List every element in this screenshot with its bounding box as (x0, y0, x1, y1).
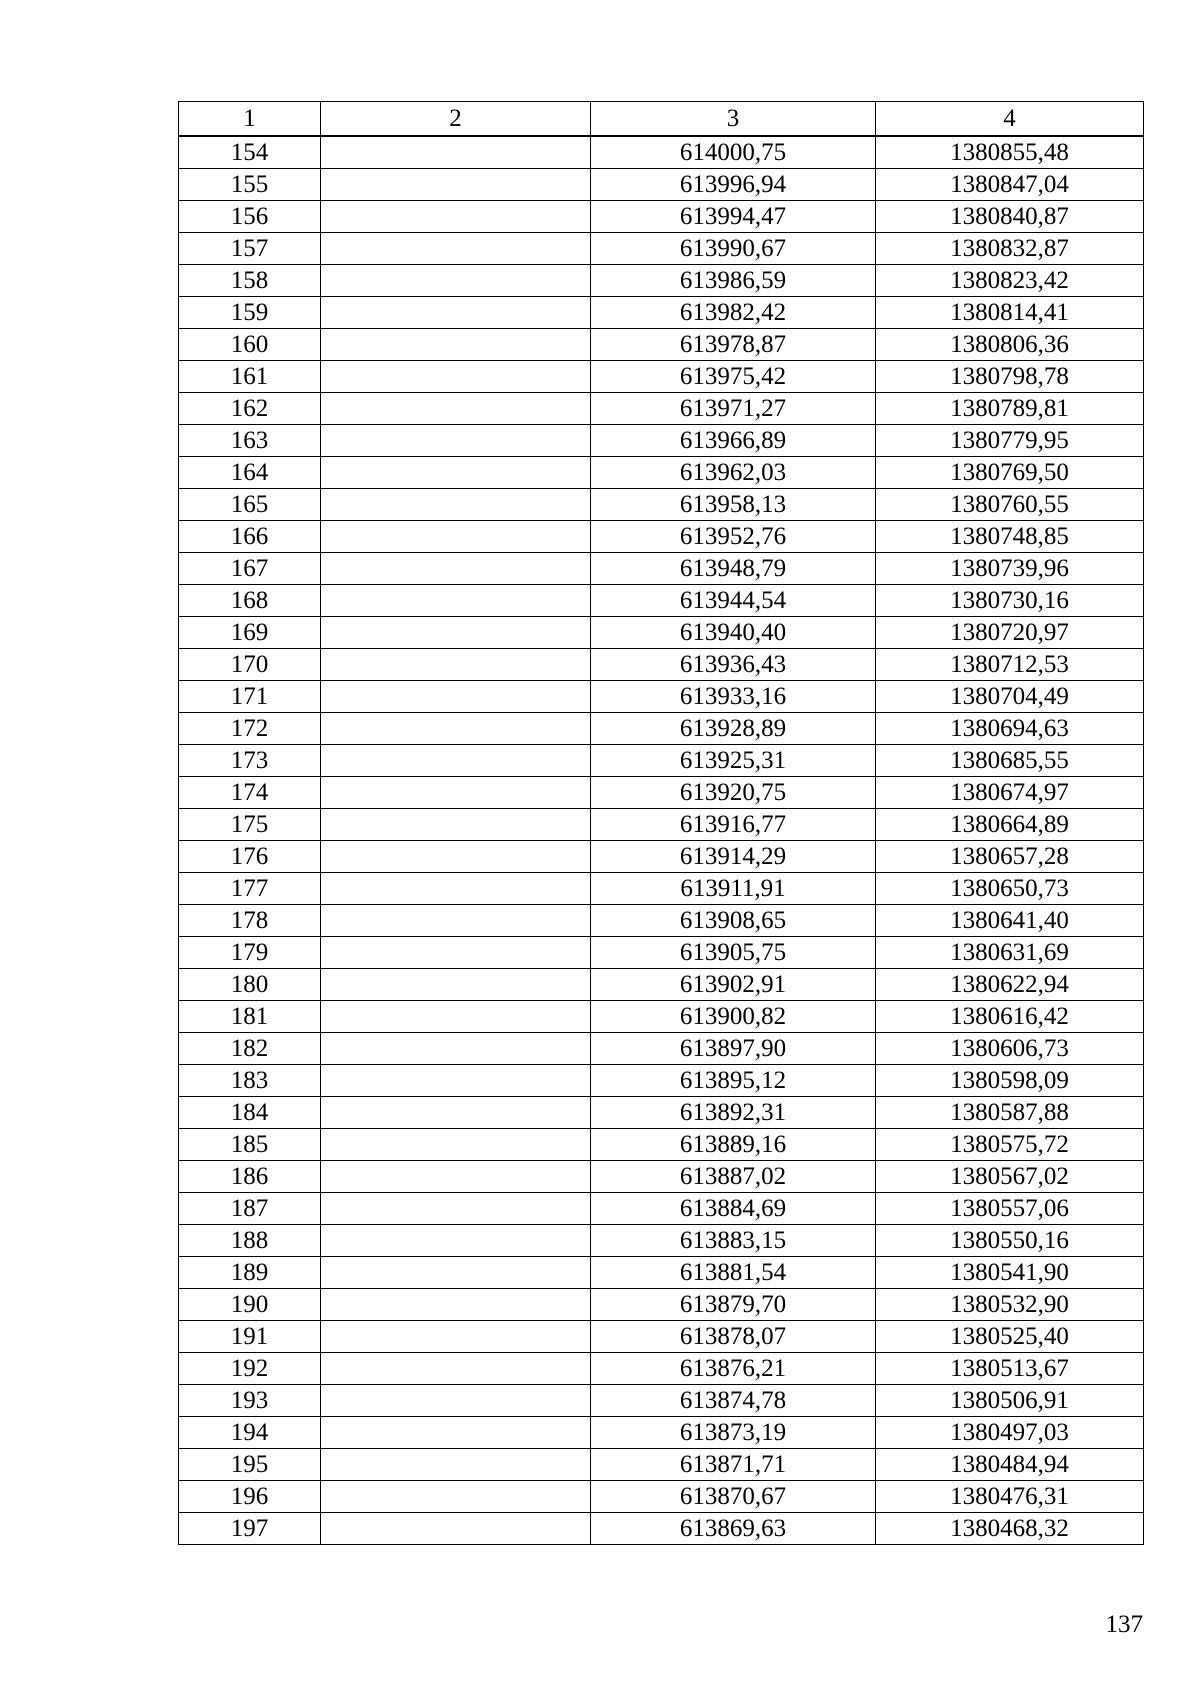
point-number-cell: 155 (179, 169, 321, 201)
table-row (179, 521, 1144, 553)
table-body (179, 102, 1144, 1545)
y-coordinate-cell: 1380789,81 (876, 393, 1144, 425)
coordinates-table (178, 101, 1144, 1545)
point-number-cell: 170 (179, 649, 321, 681)
table-row (179, 1353, 1144, 1385)
x-coordinate-cell: 613975,42 (591, 361, 876, 393)
table-row (179, 553, 1144, 585)
x-coordinate-cell: 613948,79 (591, 553, 876, 585)
y-coordinate-cell: 1380806,36 (876, 329, 1144, 361)
point-number-cell: 154 (179, 136, 321, 169)
description-cell (321, 136, 591, 169)
description-cell (321, 1065, 591, 1097)
y-coordinate-cell: 1380497,03 (876, 1417, 1144, 1449)
description-cell (321, 553, 591, 585)
x-coordinate-cell: 614000,75 (591, 136, 876, 169)
table-row (179, 937, 1144, 969)
point-number-cell: 161 (179, 361, 321, 393)
table-row (179, 1129, 1144, 1161)
description-cell (321, 329, 591, 361)
y-coordinate-cell: 1380840,87 (876, 201, 1144, 233)
y-coordinate-cell: 1380823,42 (876, 265, 1144, 297)
y-coordinate-cell: 1380468,32 (876, 1513, 1144, 1545)
description-cell (321, 1321, 591, 1353)
table-row (179, 201, 1144, 233)
point-number-cell: 164 (179, 457, 321, 489)
y-coordinate-cell: 1380532,90 (876, 1289, 1144, 1321)
table-row (179, 1417, 1144, 1449)
table-row (179, 649, 1144, 681)
y-coordinate-cell: 1380832,87 (876, 233, 1144, 265)
point-number-cell: 192 (179, 1353, 321, 1385)
description-cell (321, 1193, 591, 1225)
table-row (179, 297, 1144, 329)
point-number-cell: 180 (179, 969, 321, 1001)
y-coordinate-cell: 1380748,85 (876, 521, 1144, 553)
header-cell-3: 3 (591, 102, 876, 137)
table-row (179, 1321, 1144, 1353)
point-number-cell: 189 (179, 1257, 321, 1289)
description-cell (321, 1289, 591, 1321)
x-coordinate-cell: 613908,65 (591, 905, 876, 937)
point-number-cell: 177 (179, 873, 321, 905)
description-cell (321, 1257, 591, 1289)
description-cell (321, 969, 591, 1001)
y-coordinate-cell: 1380484,94 (876, 1449, 1144, 1481)
point-number-cell: 191 (179, 1321, 321, 1353)
point-number-cell: 174 (179, 777, 321, 809)
table-row (179, 873, 1144, 905)
table-row (179, 905, 1144, 937)
y-coordinate-cell: 1380674,97 (876, 777, 1144, 809)
point-number-cell: 179 (179, 937, 321, 969)
y-coordinate-cell: 1380779,95 (876, 425, 1144, 457)
point-number-cell: 181 (179, 1001, 321, 1033)
x-coordinate-cell: 613936,43 (591, 649, 876, 681)
description-cell (321, 169, 591, 201)
description-cell (321, 457, 591, 489)
description-cell (321, 297, 591, 329)
point-number-cell: 175 (179, 809, 321, 841)
point-number-cell: 165 (179, 489, 321, 521)
table-row (179, 809, 1144, 841)
y-coordinate-cell: 1380814,41 (876, 297, 1144, 329)
point-number-cell: 193 (179, 1385, 321, 1417)
y-coordinate-cell: 1380541,90 (876, 1257, 1144, 1289)
table-row (179, 265, 1144, 297)
x-coordinate-cell: 613911,91 (591, 873, 876, 905)
table-row (179, 1065, 1144, 1097)
x-coordinate-cell: 613873,19 (591, 1417, 876, 1449)
table-row (179, 585, 1144, 617)
x-coordinate-cell: 613870,67 (591, 1481, 876, 1513)
x-coordinate-cell: 613879,70 (591, 1289, 876, 1321)
point-number-cell: 194 (179, 1417, 321, 1449)
description-cell (321, 1097, 591, 1129)
description-cell (321, 649, 591, 681)
x-coordinate-cell: 613871,71 (591, 1449, 876, 1481)
x-coordinate-cell: 613994,47 (591, 201, 876, 233)
x-coordinate-cell: 613966,89 (591, 425, 876, 457)
table-row (179, 233, 1144, 265)
table-row (179, 1481, 1144, 1513)
point-number-cell: 190 (179, 1289, 321, 1321)
point-number-cell: 168 (179, 585, 321, 617)
table-row (179, 1161, 1144, 1193)
y-coordinate-cell: 1380631,69 (876, 937, 1144, 969)
x-coordinate-cell: 613897,90 (591, 1033, 876, 1065)
y-coordinate-cell: 1380622,94 (876, 969, 1144, 1001)
y-coordinate-cell: 1380664,89 (876, 809, 1144, 841)
point-number-cell: 158 (179, 265, 321, 297)
point-number-cell: 184 (179, 1097, 321, 1129)
table-row (179, 1001, 1144, 1033)
y-coordinate-cell: 1380704,49 (876, 681, 1144, 713)
x-coordinate-cell: 613986,59 (591, 265, 876, 297)
point-number-cell: 156 (179, 201, 321, 233)
y-coordinate-cell: 1380847,04 (876, 169, 1144, 201)
x-coordinate-cell: 613874,78 (591, 1385, 876, 1417)
table-row (179, 457, 1144, 489)
x-coordinate-cell: 613971,27 (591, 393, 876, 425)
x-coordinate-cell: 613982,42 (591, 297, 876, 329)
table-header-row (179, 102, 1144, 137)
description-cell (321, 745, 591, 777)
description-cell (321, 1001, 591, 1033)
x-coordinate-cell: 613962,03 (591, 457, 876, 489)
point-number-cell: 196 (179, 1481, 321, 1513)
y-coordinate-cell: 1380855,48 (876, 136, 1144, 169)
x-coordinate-cell: 613940,40 (591, 617, 876, 649)
y-coordinate-cell: 1380575,72 (876, 1129, 1144, 1161)
table-row (179, 329, 1144, 361)
description-cell (321, 265, 591, 297)
point-number-cell: 176 (179, 841, 321, 873)
table-row (179, 136, 1144, 169)
y-coordinate-cell: 1380476,31 (876, 1481, 1144, 1513)
table-row (179, 1385, 1144, 1417)
y-coordinate-cell: 1380567,02 (876, 1161, 1144, 1193)
x-coordinate-cell: 613905,75 (591, 937, 876, 969)
table-row (179, 777, 1144, 809)
x-coordinate-cell: 613889,16 (591, 1129, 876, 1161)
table-row (179, 681, 1144, 713)
description-cell (321, 681, 591, 713)
x-coordinate-cell: 613892,31 (591, 1097, 876, 1129)
description-cell (321, 713, 591, 745)
x-coordinate-cell: 613887,02 (591, 1161, 876, 1193)
table-row (179, 841, 1144, 873)
x-coordinate-cell: 613996,94 (591, 169, 876, 201)
y-coordinate-cell: 1380720,97 (876, 617, 1144, 649)
x-coordinate-cell: 613925,31 (591, 745, 876, 777)
y-coordinate-cell: 1380769,50 (876, 457, 1144, 489)
y-coordinate-cell: 1380641,40 (876, 905, 1144, 937)
header-cell-2: 2 (321, 102, 591, 137)
x-coordinate-cell: 613895,12 (591, 1065, 876, 1097)
description-cell (321, 1225, 591, 1257)
description-cell (321, 425, 591, 457)
x-coordinate-cell: 613876,21 (591, 1353, 876, 1385)
table-row (179, 617, 1144, 649)
y-coordinate-cell: 1380650,73 (876, 873, 1144, 905)
description-cell (321, 1353, 591, 1385)
description-cell (321, 1385, 591, 1417)
description-cell (321, 1449, 591, 1481)
x-coordinate-cell: 613878,07 (591, 1321, 876, 1353)
y-coordinate-cell: 1380685,55 (876, 745, 1144, 777)
table-row (179, 1513, 1144, 1545)
description-cell (321, 1033, 591, 1065)
x-coordinate-cell: 613902,91 (591, 969, 876, 1001)
table-row (179, 1257, 1144, 1289)
description-cell (321, 201, 591, 233)
description-cell (321, 905, 591, 937)
point-number-cell: 185 (179, 1129, 321, 1161)
point-number-cell: 188 (179, 1225, 321, 1257)
y-coordinate-cell: 1380587,88 (876, 1097, 1144, 1129)
table-row (179, 713, 1144, 745)
point-number-cell: 186 (179, 1161, 321, 1193)
point-number-cell: 173 (179, 745, 321, 777)
x-coordinate-cell: 613900,82 (591, 1001, 876, 1033)
point-number-cell: 171 (179, 681, 321, 713)
description-cell (321, 1129, 591, 1161)
header-cell-1: 1 (179, 102, 321, 137)
y-coordinate-cell: 1380598,09 (876, 1065, 1144, 1097)
description-cell (321, 777, 591, 809)
x-coordinate-cell: 613881,54 (591, 1257, 876, 1289)
description-cell (321, 809, 591, 841)
table-row (179, 489, 1144, 521)
point-number-cell: 197 (179, 1513, 321, 1545)
point-number-cell: 160 (179, 329, 321, 361)
point-number-cell: 166 (179, 521, 321, 553)
description-cell (321, 489, 591, 521)
page-number: 137 (1105, 1611, 1143, 1638)
y-coordinate-cell: 1380557,06 (876, 1193, 1144, 1225)
x-coordinate-cell: 613916,77 (591, 809, 876, 841)
y-coordinate-cell: 1380506,91 (876, 1385, 1144, 1417)
y-coordinate-cell: 1380513,67 (876, 1353, 1144, 1385)
description-cell (321, 1513, 591, 1545)
point-number-cell: 172 (179, 713, 321, 745)
point-number-cell: 163 (179, 425, 321, 457)
point-number-cell: 167 (179, 553, 321, 585)
x-coordinate-cell: 613990,67 (591, 233, 876, 265)
table-row (179, 1225, 1144, 1257)
y-coordinate-cell: 1380606,73 (876, 1033, 1144, 1065)
description-cell (321, 937, 591, 969)
table-row (179, 1289, 1144, 1321)
y-coordinate-cell: 1380760,55 (876, 489, 1144, 521)
point-number-cell: 169 (179, 617, 321, 649)
description-cell (321, 393, 591, 425)
y-coordinate-cell: 1380657,28 (876, 841, 1144, 873)
description-cell (321, 841, 591, 873)
y-coordinate-cell: 1380798,78 (876, 361, 1144, 393)
description-cell (321, 1417, 591, 1449)
table-row (179, 169, 1144, 201)
table-row (179, 1097, 1144, 1129)
point-number-cell: 162 (179, 393, 321, 425)
x-coordinate-cell: 613869,63 (591, 1513, 876, 1545)
x-coordinate-cell: 613928,89 (591, 713, 876, 745)
point-number-cell: 178 (179, 905, 321, 937)
y-coordinate-cell: 1380739,96 (876, 553, 1144, 585)
point-number-cell: 187 (179, 1193, 321, 1225)
y-coordinate-cell: 1380550,16 (876, 1225, 1144, 1257)
description-cell (321, 1161, 591, 1193)
y-coordinate-cell: 1380616,42 (876, 1001, 1144, 1033)
table-row (179, 425, 1144, 457)
description-cell (321, 1481, 591, 1513)
y-coordinate-cell: 1380694,63 (876, 713, 1144, 745)
point-number-cell: 195 (179, 1449, 321, 1481)
table-row (179, 1033, 1144, 1065)
table-row (179, 361, 1144, 393)
y-coordinate-cell: 1380525,40 (876, 1321, 1144, 1353)
x-coordinate-cell: 613914,29 (591, 841, 876, 873)
description-cell (321, 873, 591, 905)
x-coordinate-cell: 613933,16 (591, 681, 876, 713)
y-coordinate-cell: 1380730,16 (876, 585, 1144, 617)
description-cell (321, 585, 591, 617)
x-coordinate-cell: 613958,13 (591, 489, 876, 521)
x-coordinate-cell: 613884,69 (591, 1193, 876, 1225)
point-number-cell: 157 (179, 233, 321, 265)
header-cell-4: 4 (876, 102, 1144, 137)
y-coordinate-cell: 1380712,53 (876, 649, 1144, 681)
description-cell (321, 233, 591, 265)
table-row (179, 1193, 1144, 1225)
table-row (179, 969, 1144, 1001)
x-coordinate-cell: 613883,15 (591, 1225, 876, 1257)
x-coordinate-cell: 613952,76 (591, 521, 876, 553)
point-number-cell: 159 (179, 297, 321, 329)
description-cell (321, 617, 591, 649)
table-row (179, 393, 1144, 425)
x-coordinate-cell: 613978,87 (591, 329, 876, 361)
table-row (179, 1449, 1144, 1481)
x-coordinate-cell: 613944,54 (591, 585, 876, 617)
description-cell (321, 361, 591, 393)
x-coordinate-cell: 613920,75 (591, 777, 876, 809)
point-number-cell: 183 (179, 1065, 321, 1097)
point-number-cell: 182 (179, 1033, 321, 1065)
table-row (179, 745, 1144, 777)
description-cell (321, 521, 591, 553)
